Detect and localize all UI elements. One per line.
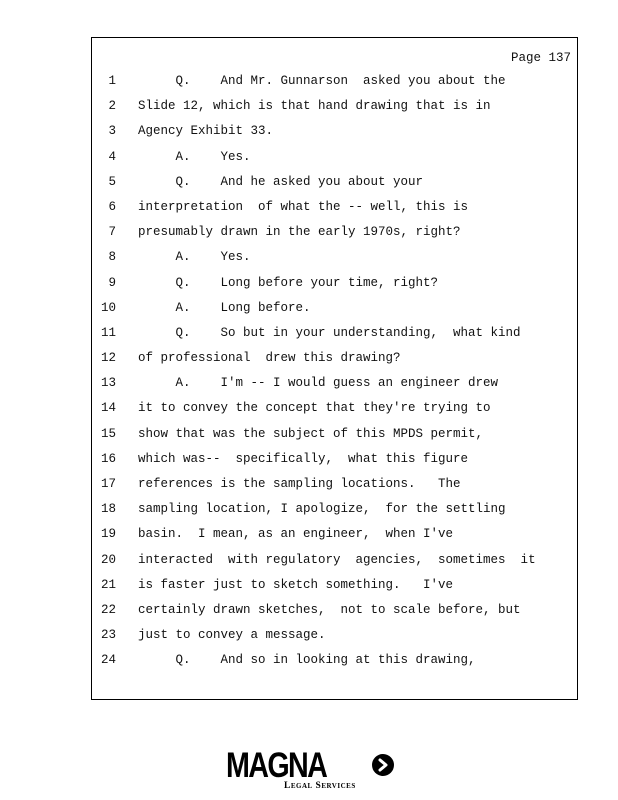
line-text: sampling location, I apologize, for the settling <box>138 502 506 517</box>
transcript-line <box>92 602 577 627</box>
transcript-line <box>92 552 577 577</box>
transcript-line <box>92 577 577 602</box>
line-text: A. Long before. <box>138 300 311 315</box>
transcript-line <box>92 350 577 375</box>
line-number: 17 <box>100 477 116 491</box>
line-number: 5 <box>108 174 116 189</box>
line-number: 13 <box>100 376 116 391</box>
line-text: is faster just to sketch something. I've <box>138 577 454 592</box>
transcript-line <box>92 300 577 325</box>
transcript-line <box>92 476 577 501</box>
transcript-line <box>92 426 577 451</box>
transcript-line <box>92 98 577 123</box>
line-number: 11 <box>100 325 116 340</box>
transcript-line <box>92 501 577 526</box>
line-number: 10 <box>100 300 116 315</box>
line-number: 19 <box>100 527 116 542</box>
line-text: basin. I mean, as an engineer, when I've <box>138 527 454 542</box>
transcript-line <box>92 275 577 300</box>
line-number: 7 <box>108 225 116 240</box>
line-number: 14 <box>100 401 116 416</box>
line-number: 21 <box>100 577 116 592</box>
transcript-line <box>92 199 577 224</box>
line-text: which was-- specifically, what this figure <box>138 451 469 466</box>
line-text: certainly drawn sketches, not to scale before, but <box>138 602 521 617</box>
line-text: Q. Long before your time, right? <box>138 275 439 290</box>
line-text: Q. And so in looking at this drawing, <box>138 653 476 668</box>
line-text: show that was the subject of this MPDS permit, <box>138 426 484 441</box>
arrow-circle-icon <box>372 754 394 776</box>
transcript-line <box>92 325 577 350</box>
line-number: 24 <box>100 653 116 668</box>
line-text: Q. So but in your understanding, what kind <box>138 325 521 340</box>
line-number: 23 <box>100 628 116 643</box>
line-text: references is the sampling locations. The <box>138 477 461 491</box>
transcript-line <box>92 526 577 551</box>
line-number: 8 <box>108 250 116 265</box>
transcript-line <box>92 224 577 249</box>
logo-subtitle: Legal Services <box>284 781 356 791</box>
line-number: 9 <box>108 275 116 290</box>
transcript-line <box>92 149 577 174</box>
line-text: interpretation of what the -- well, this is <box>138 199 469 214</box>
line-number: 15 <box>100 426 116 441</box>
line-text: Q. And Mr. Gunnarson asked you about the <box>138 74 506 88</box>
line-text: A. Yes. <box>138 250 251 265</box>
line-text: interacted with regulatory agencies, sometimes it <box>138 552 536 567</box>
line-text: presumably drawn in the early 1970s, right? <box>138 225 461 240</box>
line-number: 12 <box>100 351 116 366</box>
transcript-line <box>92 652 577 677</box>
line-number: 2 <box>108 99 116 114</box>
line-number: 4 <box>108 149 116 164</box>
transcript-page <box>91 37 578 700</box>
line-text: it to convey the concept that they're trying to <box>138 401 491 416</box>
transcript-line <box>92 174 577 199</box>
transcript-line <box>92 400 577 425</box>
transcript-line <box>92 73 577 98</box>
line-text: of professional drew this drawing? <box>138 351 401 366</box>
line-number: 22 <box>100 602 116 617</box>
line-text: A. Yes. <box>138 149 251 164</box>
page-number: Page 137 <box>510 51 571 65</box>
line-text: Q. And he asked you about your <box>138 174 424 189</box>
transcript-line <box>92 123 577 148</box>
line-text: A. I'm -- I would guess an engineer drew <box>138 376 499 391</box>
line-number: 3 <box>108 124 116 139</box>
logo-wordmark: MAGNA <box>226 746 327 785</box>
line-text: just to convey a message. <box>138 628 326 643</box>
line-number: 16 <box>100 451 116 466</box>
line-number: 6 <box>108 199 116 214</box>
line-number: 1 <box>108 74 116 88</box>
transcript-line <box>92 375 577 400</box>
transcript-line <box>92 451 577 476</box>
magna-logo <box>226 748 396 792</box>
line-number: 18 <box>100 502 116 517</box>
transcript-line <box>92 249 577 274</box>
line-text: Slide 12, which is that hand drawing that is in <box>138 99 491 114</box>
transcript-line <box>92 627 577 652</box>
transcript-lines <box>92 73 577 678</box>
line-text: Agency Exhibit 33. <box>138 124 274 139</box>
line-number: 20 <box>100 552 116 567</box>
